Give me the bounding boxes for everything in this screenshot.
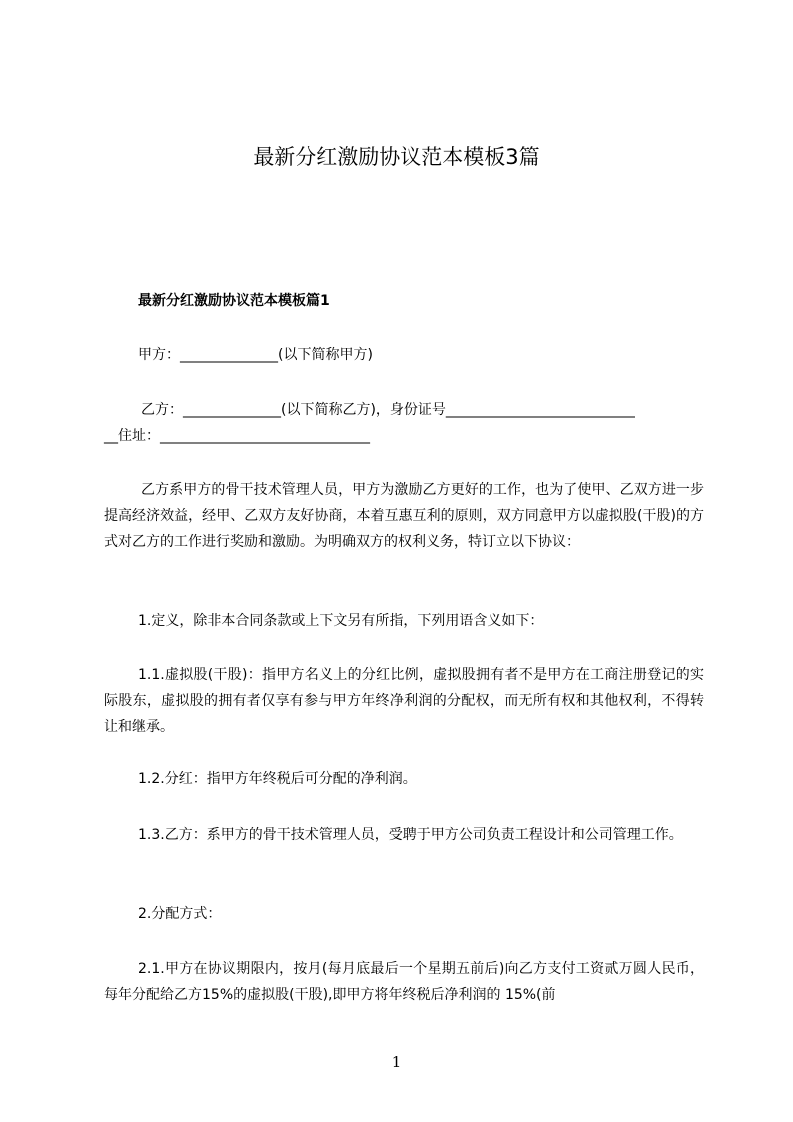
clause-2-1: 2.1.甲方在协议期限内，按月(每月底最后一个星期五前后)向乙方支付工资贰万圆人民币，每年分配给乙方15%的虚拟股(干股),即甲方将年终税后净利润的 15%(前 [104, 961, 704, 1003]
intro-paragraph: 乙方系甲方的骨干技术管理人员，甲方为激励乙方更好的工作，也为了使甲、乙双方进一步提高经济效益，经甲、乙双方友好协商，本着互惠互利的原则，双方同意甲方以虚拟股(干股)的方式对乙方的工作进行奖励和激励。为明确双方的权利义务，特订立以下协议： [104, 482, 704, 550]
party-a-line: 甲方：______________(以下简称甲方) [138, 347, 373, 363]
party-b-line: 乙方：______________(以下简称乙方)，身份证号___________________________ [141, 402, 635, 418]
section-heading: 最新分红激励协议范本模板篇1 [138, 293, 330, 309]
clause-1-2: 1.2.分红：指甲方年终税后可分配的净利润。 [138, 771, 417, 787]
clause-1-1: 1.1.虚拟股(干股)：指甲方名义上的分红比例，虚拟股拥有者不是甲方在工商注册登记的实际股东，虚拟股的拥有者仅享有参与甲方年终净利润的分配权，而无所有权和其他权利，不得转让和继承。 [104, 667, 704, 735]
party-b-address-line: __住址：______________________________ [104, 428, 370, 444]
clause-1: 1.定义，除非本合同条款或上下文另有所指，下列用语含义如下： [138, 613, 544, 629]
page-number: 1 [391, 1053, 402, 1071]
document-title: 最新分红激励协议范本模板3篇 [253, 145, 540, 169]
clause-1-3: 1.3.乙方：系甲方的骨干技术管理人员，受聘于甲方公司负责工程设计和公司管理工作。 [138, 827, 683, 843]
clause-2: 2.分配方式： [138, 906, 222, 922]
